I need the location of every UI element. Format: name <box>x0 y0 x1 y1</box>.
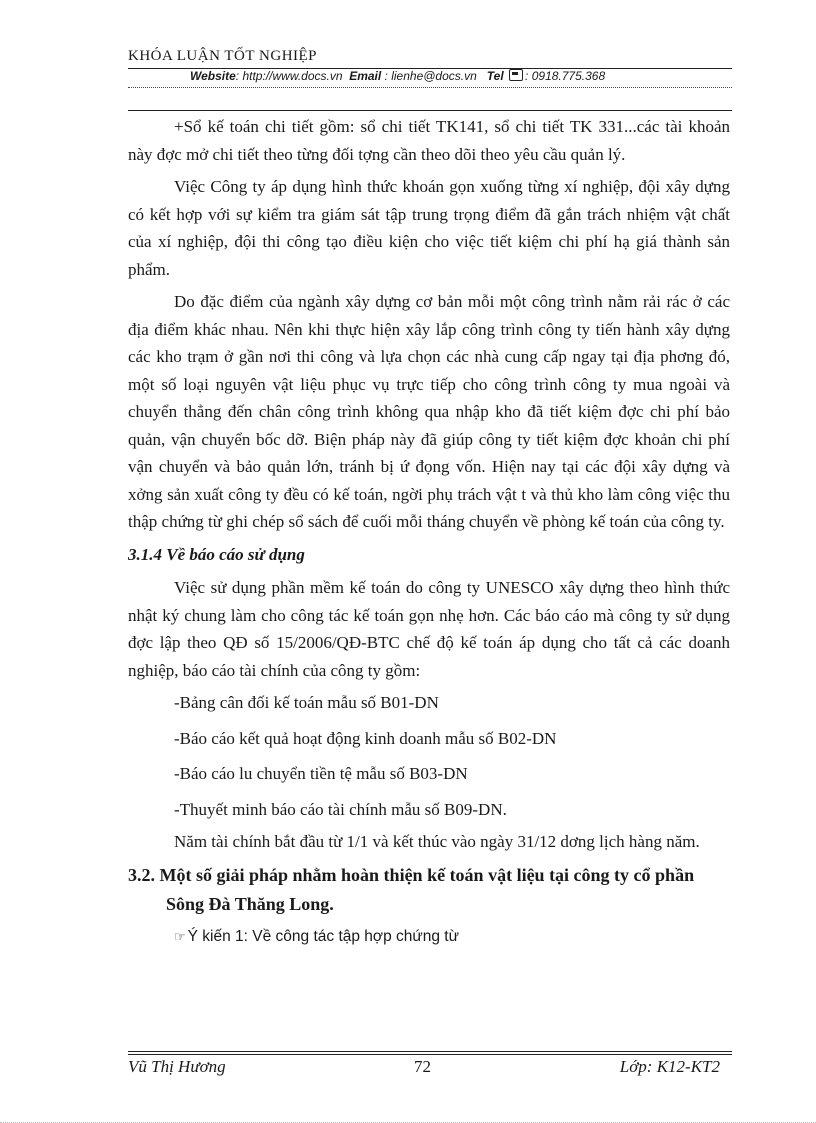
footer-rule-bottom <box>128 1054 732 1055</box>
footer-class: Lớp: K12-KT2 <box>619 1057 720 1076</box>
opinion-line <box>128 923 730 951</box>
opinion-text: Ý kiến 1: Về công tác tập hợp chứng từ <box>187 927 459 945</box>
email-label: Email <box>349 69 382 83</box>
paragraph-software: Việc sử dụng phần mềm kế toán do công ty UNESCO xây dựng theo hình thức nhật ký chung làm cho công tác kế toán gọn nhẹ hơn. Các báo cáo mà công ty sử dụng đợc lập theo QĐ số 15/2006/QĐ-BTC chế độ kế toán áp dụng cho tất cả các doanh nghiệp, báo cáo tài chính của công ty gồm: <box>128 578 730 680</box>
paragraph-fiscal-year: Năm tài chính bắt đầu từ 1/1 và kết thúc vào ngày 31/12 dơng lịch hàng năm. <box>174 832 700 851</box>
tel-label: Tel <box>486 69 504 83</box>
pointing-hand-icon: ☞ <box>174 928 186 944</box>
footer-rule-top <box>128 1051 732 1052</box>
list-item: -Báo cáo kết quả hoạt động kinh doanh mẫu số B02-DN <box>174 728 557 748</box>
footer-page-number: 72 <box>414 1057 431 1076</box>
list-item: -Báo cáo lu chuyển tiền tệ mẫu số B03-DN <box>174 764 468 783</box>
footer-author: Vũ Thị Hương <box>128 1057 226 1076</box>
email-value: : lienhe@docs.vn <box>384 69 477 83</box>
header-contact-line <box>190 69 605 83</box>
website-label: Website <box>190 69 236 83</box>
header-title: KHÓA LUẬN TỐT NGHIỆP <box>128 48 318 64</box>
list-item: -Bảng cân đối kế toán mẫu số B01-DN <box>174 693 439 712</box>
header-rule-bottom <box>128 110 732 111</box>
tel-value: : 0918.775.368 <box>525 69 606 83</box>
list-item: -Thuyết minh báo cáo tài chính mẫu số B09-DN. <box>174 799 507 819</box>
body-content <box>128 113 730 950</box>
paragraph-contracting: Việc Công ty áp dụng hình thức khoán gọn xuống từng xí nghiệp, đội xây dựng có kết hợp với sự kiểm tra giám sát tập trung trọng điểm đã gắn trách nhiệm vật chất của xí nghiệp, đội thi công tạo điều kiện cho việc tiết kiệm chi phí hạ giá thành sản phẩm. <box>128 177 730 279</box>
telephone-icon <box>509 69 523 81</box>
header-rule-dotted <box>128 87 732 88</box>
paragraph-construction-features: Do đặc điểm của ngành xây dựng cơ bản mỗi một công trình nằm rải rác ở các địa điểm khác nhau. Nên khi thực hiện xây lắp công trình công ty tiến hành xây dựng các kho trạm ở gần nơi thi công và lựa chọn các nhà cung cấp ngay tại địa phơng đó, một số loại nguyên vật liệu phục vụ trực tiếp cho công trình công ty mua ngoài và chuyển thẳng đến chân công trình không qua nhập kho đã tiết kiệm đợc chi phí bảo quản, vận chuyển bốc dỡ. Biện pháp này đã giúp công ty tiết kiệm đợc khoản chi phí vận chuyển và bảo quản lớn, tránh bị ứ đọng vốn. Hiện nay tại các đội xây dựng và xởng sản xuất công ty đều có kế toán, ngời phụ trách vật t và thủ kho làm công việc thu thập chứng từ ghi chép sổ sách để cuối mỗi tháng chuyển về phòng kế toán của công ty. <box>128 292 730 531</box>
section-heading-solutions: 3.2. Một số giải pháp nhằm hoàn thiện kế toán vật liệu tại công ty cổ phần Sông Đà Thăng Long. <box>128 864 695 914</box>
sub-heading-reports: 3.1.4 Về báo cáo sử dụng <box>128 544 305 564</box>
paragraph-detail-ledgers: +Sổ kế toán chi tiết gồm: sổ chi tiết TK141, sổ chi tiết TK 331...các tài khoản này đợc mở chi tiết theo từng đối tợng cần theo dõi theo yêu cầu quản lý. <box>128 117 730 164</box>
website-value: : http://www.docs.vn <box>235 69 343 83</box>
